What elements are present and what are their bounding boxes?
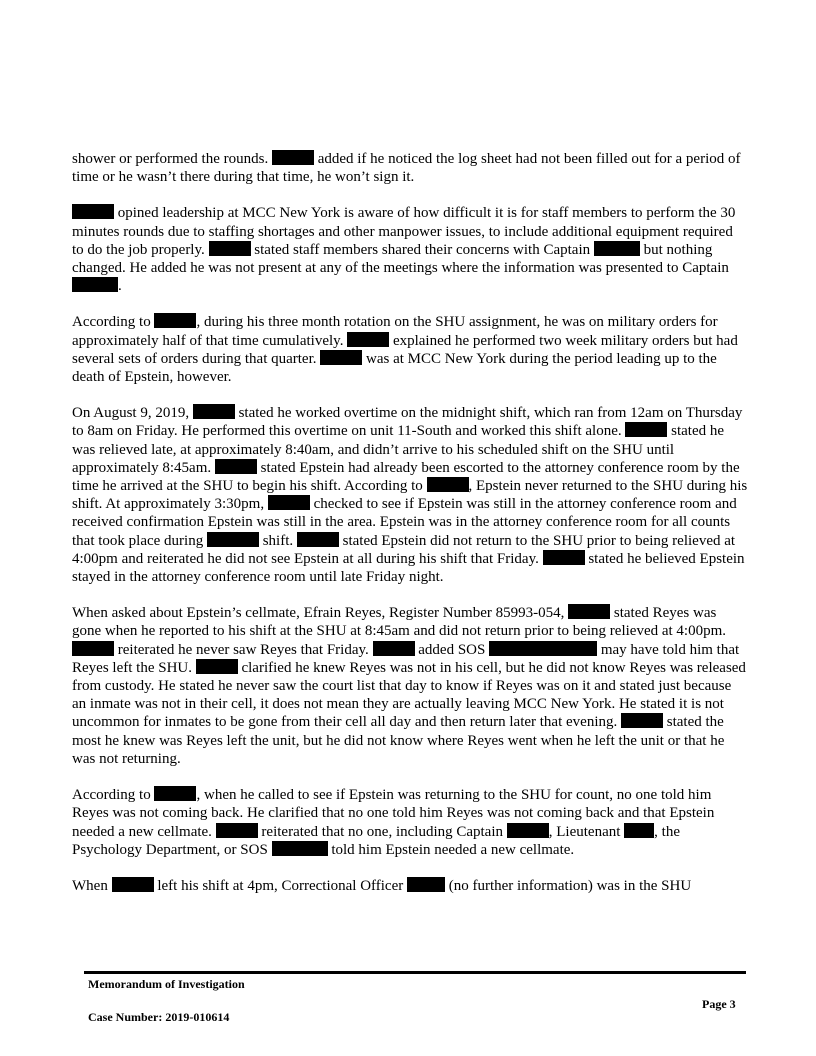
- redaction-box: [621, 713, 663, 728]
- paragraph-text: opined leadership at MCC New York is aware of how difficult it is for staff members to perform the 30 minutes rounds due to staffing shortages and other manpower issues, to include additional equipment required to do the job properly.: [72, 205, 736, 258]
- redaction-box: [72, 641, 114, 656]
- paragraph-text: stated he believed Epstein stayed in the attorney conference room until late Friday night.: [72, 550, 745, 586]
- paragraph-text: stated the most he knew was Reyes left the unit, but he did not know where Reyes went when he left the unit or that he was not returning.: [72, 714, 725, 767]
- redaction-box: [568, 604, 610, 619]
- paragraph-text: told him Epstein needed a new cellmate.: [327, 841, 575, 858]
- paragraph: [72, 786, 748, 859]
- redaction-box: [507, 823, 549, 838]
- paragraph-text: left his shift at 4pm, Correctional Officer: [153, 877, 407, 894]
- paragraph-text: , the Psychology Department, or SOS: [72, 823, 680, 858]
- footer-rule: [84, 971, 746, 974]
- redaction-box: [72, 277, 118, 292]
- redaction-box: [216, 823, 258, 838]
- redaction-box: [373, 641, 415, 656]
- redaction-box: [154, 786, 196, 801]
- paragraph-text: shift.: [258, 532, 297, 549]
- redaction-box: [427, 477, 469, 492]
- redaction-box: [268, 495, 310, 510]
- redaction-box: [320, 350, 362, 365]
- paragraph-text: stated Epstein had already been escorted to the attorney conference room by the time he arrived at the SHU to begin his shift. According to: [72, 459, 740, 495]
- paragraph-text: was at MCC New York during the period leading up to the death of Epstein, however.: [72, 350, 717, 386]
- paragraph-text: added SOS: [414, 641, 490, 658]
- paragraph-text: (no further information) was in the SHU: [444, 877, 692, 894]
- redaction-box: [72, 204, 114, 219]
- paragraph-text: When asked about Epstein’s cellmate, Efrain Reyes, Register Number 85993-054,: [72, 605, 569, 622]
- paragraph-text: checked to see if Epstein was still in the attorney conference room and received confirmation Epstein was still in the area. Epstein was in the attorney conference room for all counts that took place during: [72, 496, 737, 549]
- redaction-box: [624, 823, 654, 838]
- paragraph: [72, 877, 748, 895]
- paragraph-text: explained he performed two week military orders but had several sets of orders during that quarter.: [72, 332, 738, 367]
- paragraph-text: reiterated he never saw Reyes that Friday.: [114, 641, 373, 658]
- redaction-box: [272, 841, 328, 856]
- paragraph-text: , during his three month rotation on the SHU assignment, he was on military orders for approximately half of that time cumulatively.: [72, 314, 718, 349]
- redaction-box: [407, 877, 445, 892]
- memorandum-body: [72, 150, 748, 913]
- paragraph-text: When: [72, 877, 112, 894]
- paragraph-text: may have told him that Reyes left the SHU.: [72, 641, 740, 676]
- paragraph-text: reiterated that no one, including Captain: [257, 823, 507, 840]
- paragraph-text: According to: [72, 787, 155, 804]
- paragraph-text: but nothing changed. He added he was not present at any of the meetings where the information was presented to Captain: [72, 241, 729, 277]
- redaction-box: [112, 877, 154, 892]
- redaction-box: [272, 150, 314, 165]
- paragraph-text: stated staff members shared their concerns with Captain: [250, 241, 594, 258]
- redaction-box: [207, 532, 259, 547]
- paragraph-text: shower or performed the rounds.: [72, 151, 272, 167]
- paragraph-text: stated he was relieved late, at approximately 8:40am, and didn’t arrive to his scheduled shift on the SHU until approximately 8:45am.: [72, 423, 725, 476]
- footer-title: Memorandum of Investigation: [88, 977, 245, 991]
- redaction-box: [196, 659, 238, 674]
- redaction-box: [297, 532, 339, 547]
- paragraph: [72, 150, 748, 186]
- redaction-box: [489, 641, 597, 656]
- redaction-box: [193, 404, 235, 419]
- paragraph: [72, 204, 748, 295]
- redaction-box: [594, 241, 640, 256]
- paragraph-text: .: [118, 278, 122, 295]
- paragraph: [72, 404, 748, 586]
- paragraph-text: stated Epstein did not return to the SHU prior to being relieved at 4:00pm and reiterated he did not see Epstein at all during his shift that Friday.: [72, 532, 736, 567]
- paragraph-text: , Epstein never returned to the SHU during his shift. At approximately 3:30pm,: [72, 478, 748, 513]
- paragraph: [72, 313, 748, 386]
- redaction-box: [625, 422, 667, 437]
- paragraph-text: , Lieutenant: [548, 823, 625, 840]
- page-number: Page 3: [702, 997, 736, 1011]
- paragraph-text: , when he called to see if Epstein was returning to the SHU for count, no one told him Reyes was not coming back. He clarified that no one told him Reyes was not coming back and that Epstein needed a new cellmate.: [72, 787, 715, 840]
- redaction-box: [543, 550, 585, 565]
- paragraph-text: clarified he knew Reyes was not in his cell, but he did not know Reyes was released from custody. He stated he never saw the court list that day to know if Reyes was on it and stated just because an inmate was not in their cell, it does not mean they are actually leaving MCC New York. He stated it is not uncommon for inmates to be gone from their cell all day and then return later that evening.: [72, 659, 746, 731]
- redaction-box: [215, 459, 257, 474]
- paragraph-text: On August 9, 2019,: [72, 405, 193, 422]
- paragraph-text: added if he noticed the log sheet had not been filled out for a period of time or he wasn’t there during that time, he won’t sign it.: [72, 151, 741, 186]
- redaction-box: [347, 332, 389, 347]
- redaction-box: [154, 313, 196, 328]
- paragraph-text: stated Reyes was gone when he reported to his shift at the SHU at 8:45am and did not return prior to being relieved at 4:00pm.: [72, 605, 727, 640]
- paragraph-text: stated he worked overtime on the midnight shift, which ran from 12am on Thursday to 8am on Friday. He performed this overtime on unit 11-South and worked this shift alone.: [72, 405, 743, 440]
- paragraph: [72, 604, 748, 768]
- redaction-box: [209, 241, 251, 256]
- case-number: Case Number: 2019-010614: [88, 1010, 230, 1024]
- paragraph-text: According to: [72, 314, 155, 331]
